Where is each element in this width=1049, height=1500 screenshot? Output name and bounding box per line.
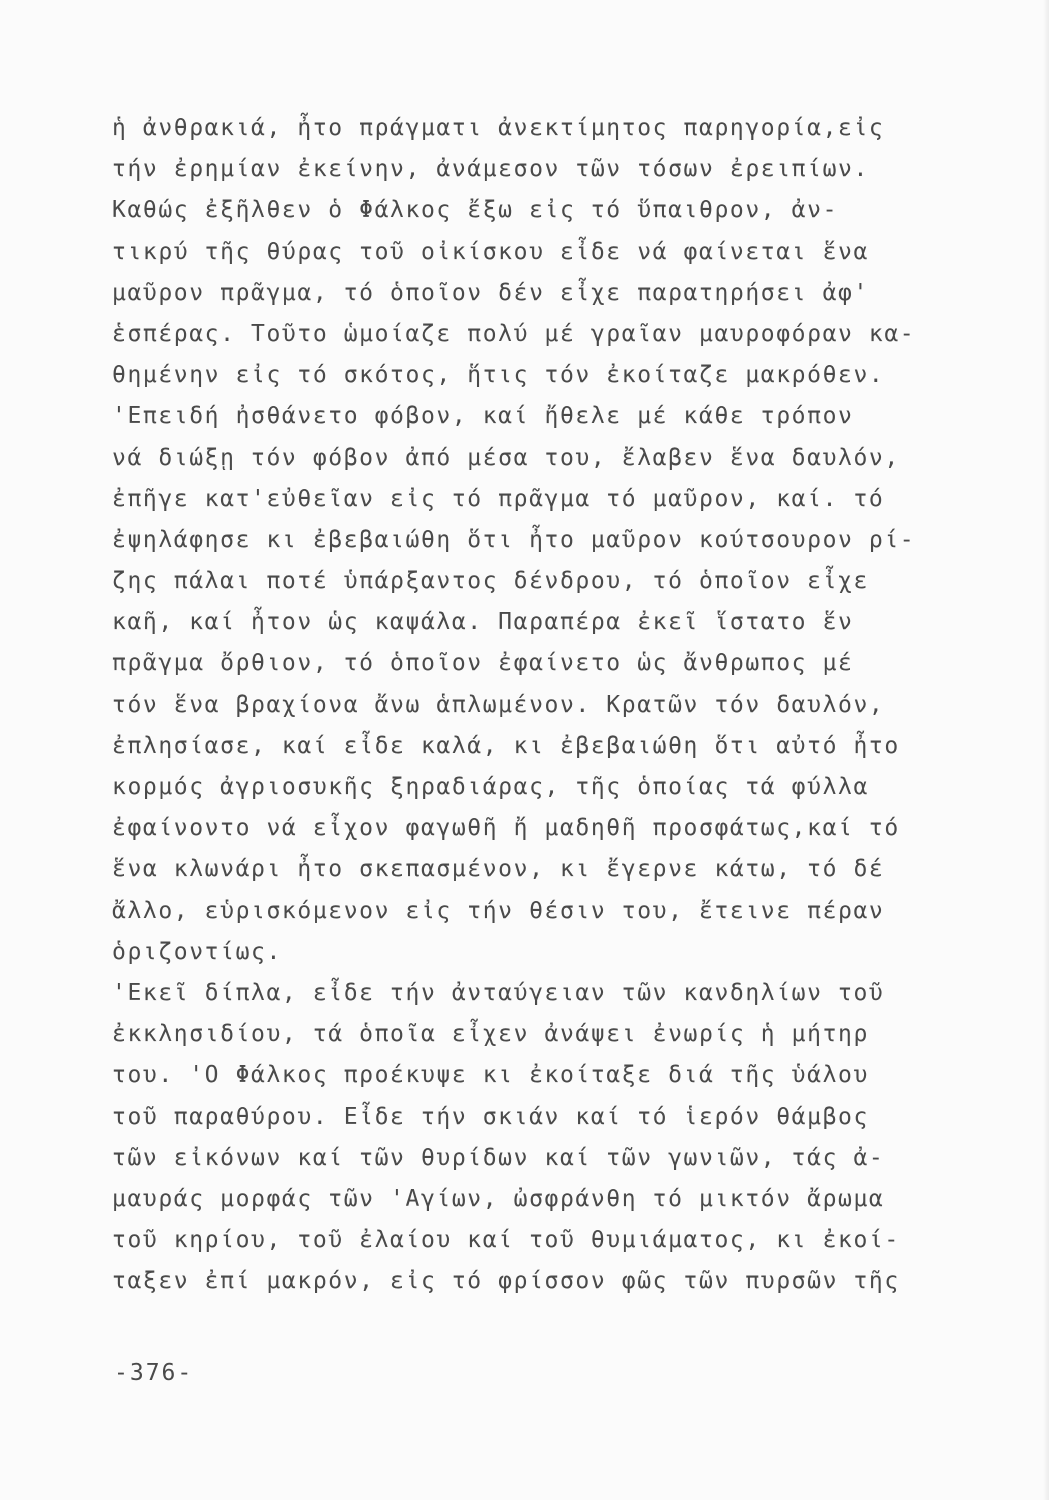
text-line: ζης πάλαι ποτέ ὑπάρξαντος δένδρου, τό ὁποῖον εἶχε xyxy=(112,568,869,595)
text-line: ὁριζοντίως. xyxy=(112,938,282,965)
text-line: τοῦ παραθύρου. Εἶδε τήν σκιάν καί τό ἱερόν θάμβος xyxy=(112,1103,869,1130)
text-line: 'Επειδή ἠσθάνετο φόβον, καί ἤθελε μέ κάθε τρόπον xyxy=(112,403,854,430)
text-line: μαῦρον πρᾶγμα, τό ὁποῖον δέν εἶχε παρατηρήσει ἀφ' xyxy=(112,279,869,306)
text-line: ταξεν ἐπί μακρόν, εἰς τό φρίσσον φῶς τῶν πυρσῶν τῆς xyxy=(112,1268,900,1295)
text-line: τῶν εἰκόνων καί τῶν θυρίδων καί τῶν γωνιῶν, τάς ἀ- xyxy=(112,1144,885,1171)
text-line: ἕνα κλωνάρι ἦτο σκεπασμένον, κι ἔγερνε κάτω, τό δέ xyxy=(112,856,885,883)
text-line: τικρύ τῆς θύρας τοῦ οἰκίσκου εἶδε νά φαίνεται ἕνα xyxy=(112,238,869,265)
text-line: τοῦ κηρίου, τοῦ ἐλαίου καί τοῦ θυμιάματος, κι ἐκοί- xyxy=(112,1227,900,1254)
text-line: ἄλλο, εὑρισκόμενον εἰς τήν θέσιν του, ἔτεινε πέραν xyxy=(112,897,885,924)
text-line: ἐπλησίασε, καί εἶδε καλά, κι ἐβεβαιώθη ὅτι αὐτό ἦτο xyxy=(112,732,900,759)
text-line: τόν ἕνα βραχίονα ἄνω ἁπλωμένον. Κρατῶν τόν δαυλόν, xyxy=(112,691,885,718)
text-line: ἐψηλάφησε κι ἐβεβαιώθη ὅτι ἦτο μαῦρον κούτσουρον ρί- xyxy=(112,526,916,553)
page-number: -376- xyxy=(114,1360,194,1386)
text-line: νά διώξῃ τόν φόβον ἀπό μέσα του, ἔλαβεν ἕνα δαυλόν, xyxy=(112,444,900,471)
text-line: μαυράς μορφάς τῶν 'Αγίων, ὠσφράνθη τό μικτόν ἄρωμα xyxy=(112,1185,885,1212)
text-line: πρᾶγμα ὄρθιον, τό ὁποῖον ἐφαίνετο ὡς ἄνθρωπος μέ xyxy=(112,650,854,677)
text-line: ἐκκλησιδίου, τά ὁποῖα εἶχεν ἀνάψει ἐνωρίς ἡ μήτηρ xyxy=(112,1021,869,1048)
text-line: Καθώς ἐξῆλθεν ὁ Φάλκος ἔξω εἰς τό ὕπαιθρον, ἀν- xyxy=(112,197,839,224)
text-line: κορμός ἀγριοσυκῆς ξηραδιάρας, τῆς ὁποίας τά φύλλα xyxy=(112,774,869,800)
text-line: θημένην εἰς τό σκότος, ἥτις τόν ἐκοίταζε μακρόθεν. xyxy=(112,362,885,389)
text-line: του. 'Ο Φάλκος προέκυψε κι ἐκοίταξε διά τῆς ὑάλου xyxy=(112,1062,869,1089)
text-line: ἡ ἀνθρακιά, ἦτο πράγματι ἀνεκτίμητος παρηγορία,εἰς xyxy=(112,115,885,141)
text-line: τήν ἐρημίαν ἐκείνην, ἀνάμεσον τῶν τόσων ἐρειπίων. xyxy=(112,156,869,183)
text-line: ἐφαίνοντο νά εἶχον φαγωθῆ ἤ μαδηθῆ προσφάτως,καί τό xyxy=(112,815,900,842)
text-line: ἐπῆγε κατ'εὐθεῖαν εἰς τό πρᾶγμα τό μαῦρον, καί. τό xyxy=(112,485,885,512)
page-edge-shadow xyxy=(1043,0,1049,1500)
text-line: ἑσπέρας. Τοῦτο ὡμοίαζε πολύ μέ γραῖαν μαυροφόραν κα- xyxy=(112,320,916,347)
body-text xyxy=(112,108,1002,1302)
text-line: 'Εκεῖ δίπλα, εἶδε τήν ἀνταύγειαν τῶν κανδηλίων τοῦ xyxy=(112,979,885,1006)
text-line: καῆ, καί ἦτον ὡς καψάλα. Παραπέρα ἐκεῖ ἵστατο ἕν xyxy=(112,609,854,636)
